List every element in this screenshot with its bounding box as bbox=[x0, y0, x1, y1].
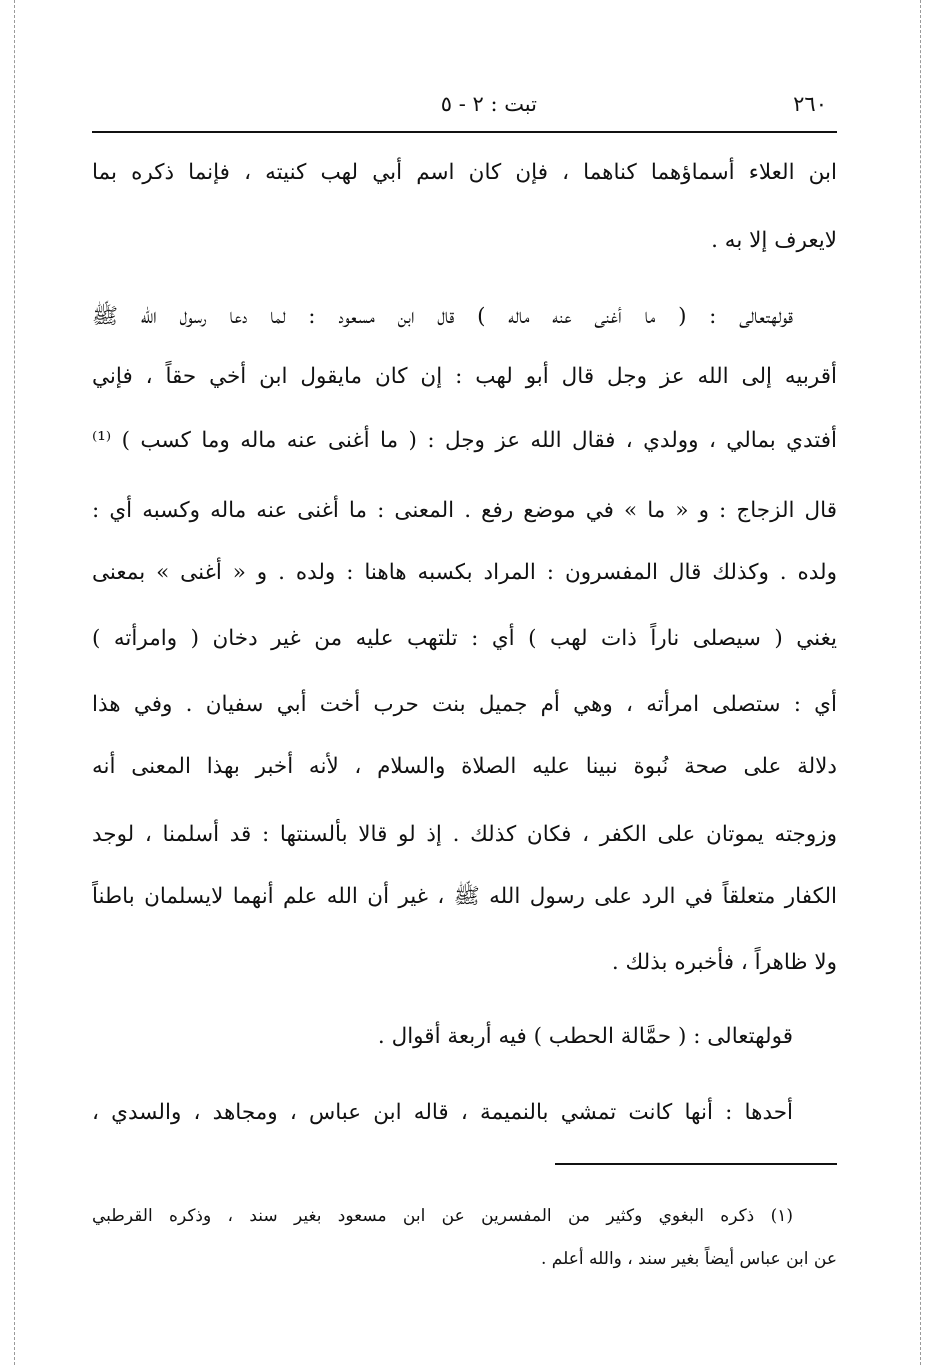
body-line: قال الزجاج : و « ما » في موضع رفع . المعنى : ما أغنى عنه ماله وكسبه أي : bbox=[92, 498, 837, 523]
header-rule bbox=[92, 131, 837, 133]
scan-edge-left bbox=[14, 0, 15, 1365]
body-line: قولهتعالى : ( ما أغنى عنه ماله ) قال ابن مسعود : لما دعا رسول الله ﷺ bbox=[92, 304, 793, 329]
body-line: لايعرف إلا به . bbox=[711, 228, 837, 253]
body-line: أحدها : أنها كانت تمشي بالنميمة ، قاله ابن عباس ، ومجاهد ، والسدي ، bbox=[92, 1100, 793, 1125]
running-head: تبت : ٢ - ٥ bbox=[440, 92, 537, 116]
body-line: أي : ستصلى امرأته ، وهي أم جميل بنت حرب أخت أبي سفيان . وفي هذا bbox=[92, 692, 837, 717]
body-line: أقربيه إلى الله عز وجل قال أبو لهب : إن كان مايقول ابن أخي حقاً ، فإني bbox=[92, 364, 837, 389]
book-page bbox=[92, 0, 837, 1365]
footnote-rule bbox=[555, 1163, 837, 1165]
body-line: ولا ظاهراً ، فأخبره بذلك . bbox=[611, 950, 837, 975]
body-line: ابن العلاء أسماؤهما كناهما ، فإن كان اسم أبي لهب كنيته ، فإنما ذكره بما bbox=[92, 160, 837, 185]
body-line: ولده . وكذلك قال المفسرون : المراد بكسبه هاهنا : ولده . و « أغنى » بمعنى bbox=[92, 560, 837, 585]
body-line: أفتدي بمالي ، وولدي ، فقال الله عز وجل : ( ما أغنى عنه ماله وما كسب ) ⁽¹⁾ bbox=[92, 428, 837, 453]
body-line: يغني ( سيصلى ناراً ذات لهب ) أي : تلتهب عليه من غير دخان ( وامرأته ) bbox=[92, 626, 837, 651]
body-line: الكفار متعلقاً في الرد على رسول الله ﷺ ، غير أن الله علم أنهما لايسلمان باطناً bbox=[92, 884, 837, 909]
page-header bbox=[92, 92, 837, 124]
footnote-line: (١) ذكره البغوي وكثير من المفسرين عن ابن مسعود بغير سند ، وذكره القرطبي bbox=[92, 1206, 793, 1226]
body-line: قولهتعالى : ( حمَّالة الحطب ) فيه أربعة أقوال . bbox=[377, 1024, 793, 1049]
body-line: دلالة على صحة نُبوة نبينا عليه الصلاة والسلام ، لأنه أخبر بهذا المعنى أنه bbox=[92, 754, 837, 779]
body-line: وزوجته يموتان على الكفر ، فكان كذلك . إذ لو قالا بألسنتها : قد أسلمنا ، لوجد bbox=[92, 822, 837, 847]
page-number: ٢٦٠ bbox=[793, 92, 827, 116]
footnote-line: عن ابن عباس أيضاً بغير سند ، والله أعلم . bbox=[541, 1249, 837, 1269]
scan-edge-right bbox=[920, 0, 921, 1365]
